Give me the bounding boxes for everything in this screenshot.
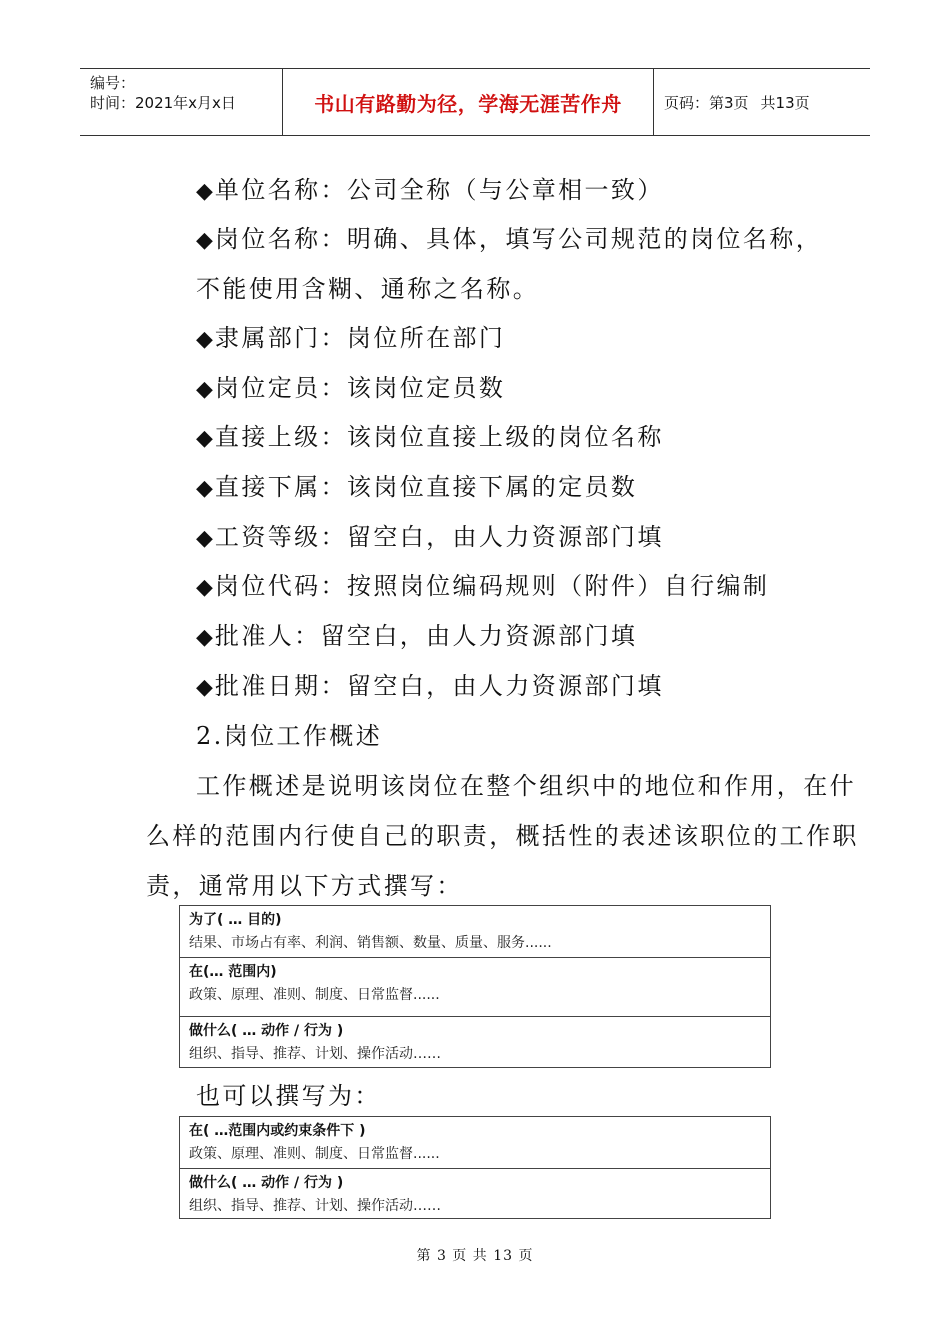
bullet-item: ◆直接上级：该岗位直接上级的岗位名称	[196, 423, 664, 451]
paragraph-line: 责，通常用以下方式撰写：	[146, 872, 463, 900]
header-meta	[80, 69, 282, 135]
row-title: 在( …范围内或约束条件下 )	[189, 1123, 366, 1139]
diamond-bullet-icon: ◆	[196, 675, 213, 700]
diamond-bullet-icon: ◆	[196, 575, 213, 600]
row-title: 做什么( … 动作 / 行为 )	[189, 1023, 344, 1039]
diamond-bullet-icon: ◆	[196, 426, 213, 451]
row-title: 在(… 范围内)	[189, 964, 277, 980]
table-row	[180, 957, 770, 1016]
description-table-2	[179, 1116, 771, 1219]
diamond-bullet-icon: ◆	[196, 526, 213, 551]
bullet-continuation: 不能使用含糊、通称之名称。	[196, 275, 540, 303]
header-motto: 书山有路勤为径，学海无涯苦作舟	[282, 69, 654, 135]
diamond-bullet-icon: ◆	[196, 377, 213, 402]
page-footer: 第 3 页 共 13 页	[416, 1248, 534, 1264]
time-label: 时间：2021年x月x日	[90, 94, 236, 112]
row-desc: 政策、原理、准则、制度、日常监督......	[189, 1146, 440, 1162]
header-page-info	[654, 69, 870, 135]
diamond-bullet-icon: ◆	[196, 625, 213, 650]
bullet-item: ◆直接下属：该岗位直接下属的定员数	[196, 473, 638, 501]
bullet-item: ◆隶属部门：岗位所在部门	[196, 324, 506, 352]
table-row	[180, 1168, 770, 1218]
table-row	[180, 906, 770, 957]
row-desc: 组织、指导、推荐、计划、操作活动……	[189, 1198, 441, 1214]
paragraph-line: 么样的范围内行使自己的职责，概括性的表述该职位的工作职	[146, 822, 859, 850]
page-number-label: 页码：第3页	[664, 93, 749, 112]
diamond-bullet-icon: ◆	[196, 228, 213, 253]
bullet-item: ◆批准人：留空白，由人力资源部门填	[196, 622, 638, 650]
row-desc: 政策、原理、准则、制度、日常监督......	[189, 987, 440, 1003]
row-title: 做什么( … 动作 / 行为 )	[189, 1175, 344, 1191]
paragraph-line: 工作概述是说明该岗位在整个组织中的地位和作用，在什	[196, 772, 856, 800]
table-row	[180, 1117, 770, 1168]
bullet-item: ◆岗位定员：该岗位定员数	[196, 374, 506, 402]
bullet-item: ◆岗位代码：按照岗位编码规则（附件）自行编制	[196, 572, 770, 600]
row-desc: 组织、指导、推荐、计划、操作活动……	[189, 1046, 441, 1062]
number-label: 编号：	[90, 74, 136, 92]
bullet-item: ◆单位名称：公司全称（与公章相一致）	[196, 176, 664, 204]
row-title: 为了( … 目的)	[189, 912, 282, 928]
page-header	[80, 68, 870, 136]
alt-label: 也可以撰写为：	[196, 1082, 381, 1110]
diamond-bullet-icon: ◆	[196, 179, 213, 204]
bullet-item: ◆批准日期：留空白，由人力资源部门填	[196, 672, 664, 700]
diamond-bullet-icon: ◆	[196, 327, 213, 352]
bullet-item: ◆岗位名称：明确、具体，填写公司规范的岗位名称，	[196, 225, 823, 253]
bullet-item: ◆工资等级：留空白，由人力资源部门填	[196, 523, 664, 551]
description-table-1	[179, 905, 771, 1068]
section-title: 2.岗位工作概述	[196, 722, 383, 750]
page-total-label: 共13页	[760, 93, 810, 112]
row-desc: 结果、市场占有率、利润、销售额、数量、质量、服务......	[189, 935, 552, 951]
diamond-bullet-icon: ◆	[196, 476, 213, 501]
table-row	[180, 1016, 770, 1067]
